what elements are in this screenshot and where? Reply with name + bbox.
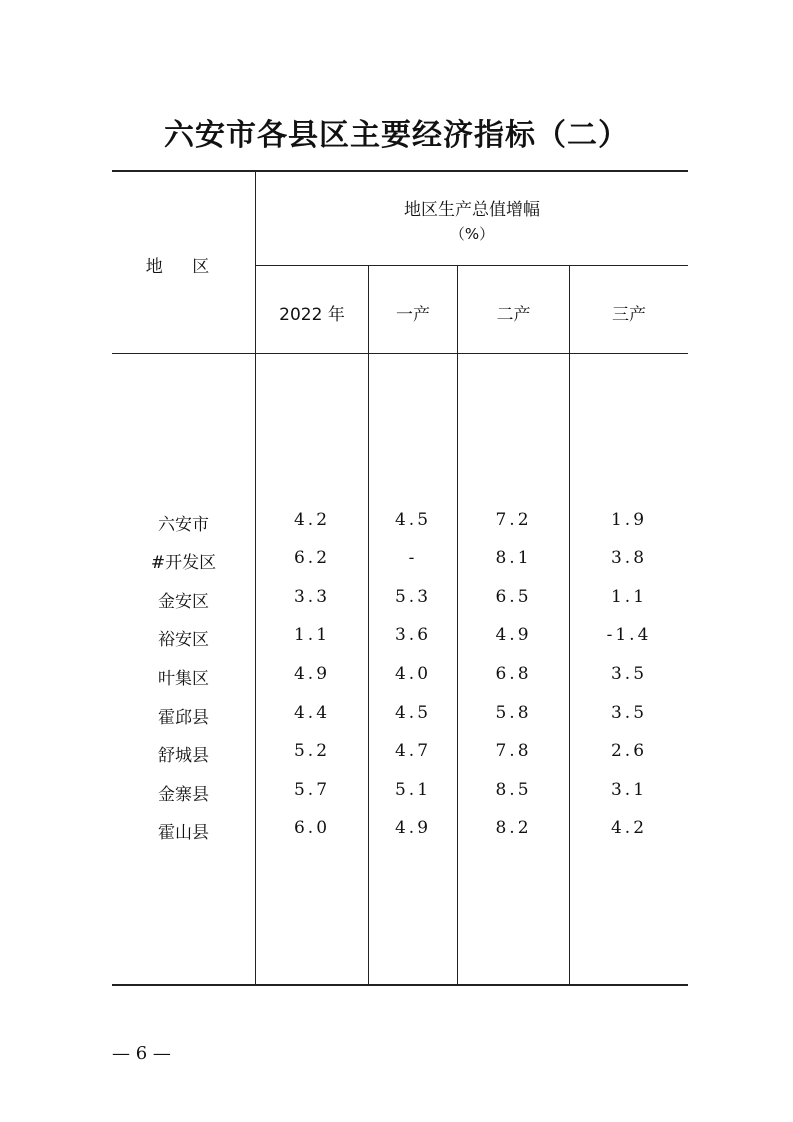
value-primary: 4.7 <box>394 741 432 761</box>
value-secondary: 7.8 <box>495 741 532 761</box>
value-tertiary: 3.1 <box>610 780 648 800</box>
table-row <box>0 510 793 548</box>
column-header-2022: 2022 年 <box>279 305 345 325</box>
value-tertiary: 1.1 <box>610 587 648 607</box>
table-row <box>0 664 793 702</box>
table-row <box>0 741 793 779</box>
value-secondary: 8.2 <box>495 818 532 838</box>
value-2022: 4.9 <box>293 664 331 684</box>
gdp-growth-header <box>256 198 688 246</box>
value-primary: 3.6 <box>394 625 432 645</box>
value-primary: 5.3 <box>394 587 432 607</box>
value-tertiary: 3.8 <box>610 548 648 568</box>
value-secondary: 5.8 <box>495 703 532 723</box>
value-primary: 4.0 <box>394 664 432 684</box>
gdp-growth-unit: （%） <box>449 225 495 243</box>
value-2022: 6.0 <box>293 818 331 838</box>
header-group-rule <box>256 265 688 266</box>
region-name: 金安区 <box>158 592 209 612</box>
table-row <box>0 625 793 663</box>
page-title: 六安市各县区主要经济指标（二） <box>164 118 629 153</box>
table-row <box>0 703 793 741</box>
table-row <box>0 587 793 625</box>
region-name: #开发区 <box>150 553 217 573</box>
region-name: 霍邱县 <box>158 708 209 728</box>
region-name: 六安市 <box>158 515 209 535</box>
value-tertiary: 2.6 <box>610 741 648 761</box>
value-2022: 4.2 <box>293 510 331 530</box>
value-secondary: 6.5 <box>495 587 532 607</box>
region-name: 霍山县 <box>158 823 209 843</box>
value-tertiary: -1.4 <box>606 625 652 645</box>
value-tertiary: 3.5 <box>610 664 648 684</box>
value-secondary: 8.5 <box>495 780 532 800</box>
value-2022: 5.2 <box>293 741 331 761</box>
table-row <box>0 818 793 856</box>
value-primary: 5.1 <box>394 780 432 800</box>
table-top-rule <box>112 170 688 172</box>
value-2022: 3.3 <box>293 587 331 607</box>
value-secondary: 4.9 <box>495 625 532 645</box>
value-2022: 5.7 <box>293 780 331 800</box>
value-secondary: 8.1 <box>495 548 532 568</box>
value-secondary: 6.8 <box>495 664 532 684</box>
value-primary: 4.5 <box>394 703 432 723</box>
value-tertiary: 3.5 <box>610 703 648 723</box>
region-name: 舒城县 <box>158 746 209 766</box>
table-row <box>0 780 793 818</box>
value-primary: 4.9 <box>394 818 432 838</box>
page-number: — 6 — <box>112 1043 171 1064</box>
region-name: 裕安区 <box>158 630 209 650</box>
table-row <box>0 548 793 586</box>
value-2022: 4.4 <box>293 703 331 723</box>
value-tertiary: 4.2 <box>610 818 648 838</box>
value-primary: 4.5 <box>394 510 432 530</box>
column-header-tertiary: 三产 <box>612 305 646 325</box>
column-header-secondary: 二产 <box>496 305 531 325</box>
column-header-primary: 一产 <box>396 305 430 325</box>
table-bottom-rule <box>112 984 688 986</box>
header-bottom-rule <box>112 353 688 354</box>
value-tertiary: 1.9 <box>610 510 648 530</box>
gdp-growth-title: 地区生产总值增幅 <box>404 200 540 220</box>
region-name: 叶集区 <box>158 669 209 689</box>
region-header: 地 区 <box>145 257 222 277</box>
value-2022: 1.1 <box>293 625 331 645</box>
value-primary: - <box>408 548 418 568</box>
value-2022: 6.2 <box>293 548 331 568</box>
value-secondary: 7.2 <box>495 510 532 530</box>
region-name: 金寨县 <box>158 785 209 805</box>
